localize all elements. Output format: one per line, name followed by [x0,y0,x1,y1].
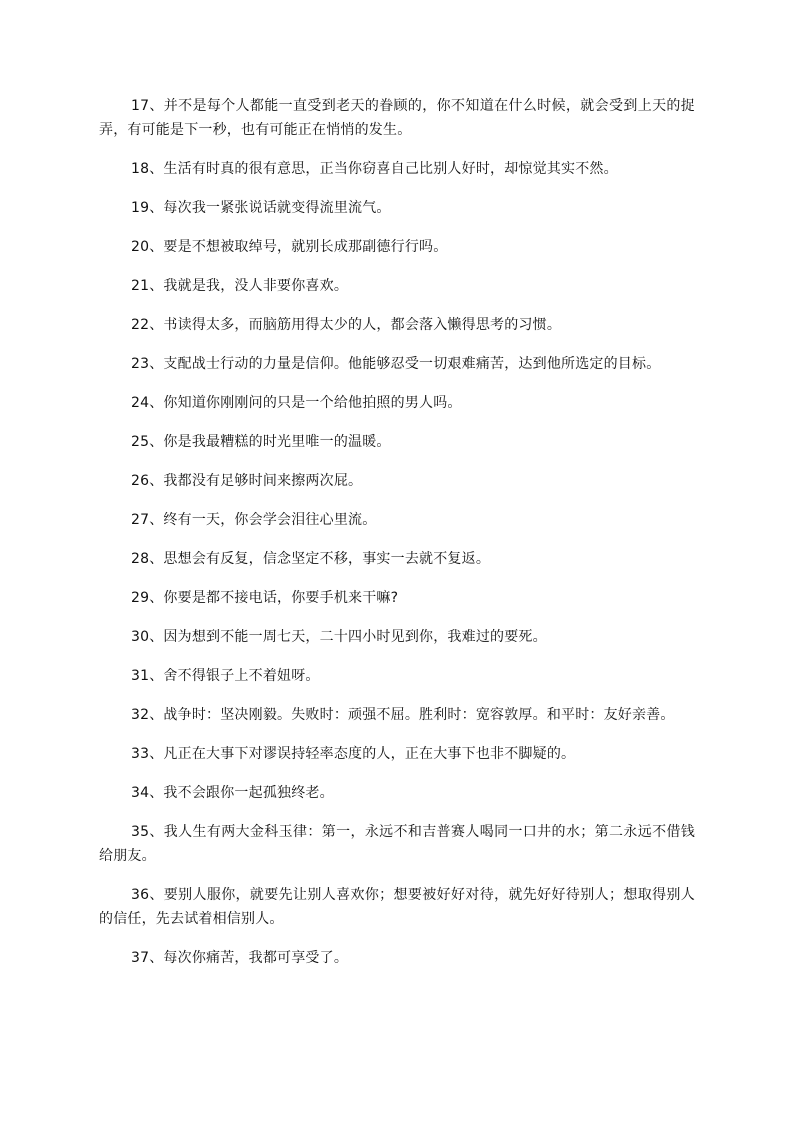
quote-paragraph-23: 23、支配战士行动的力量是信仰。他能够忍受一切艰难痛苦，达到他所选定的目标。 [131,356,661,372]
quote-paragraph-26: 26、我都没有足够时间来擦两次屁。 [131,473,363,489]
quote-paragraph-29: 29、你要是都不接电话，你要手机来干嘛? [131,590,399,606]
quote-paragraph-37: 37、每次你痛苦，我都可享受了。 [131,950,349,966]
quote-paragraph-33: 33、凡正在大事下对谬误持轻率态度的人，正在大事下也非不脚疑的。 [131,746,576,762]
quote-paragraph-30: 30、因为想到不能一周七天，二十四小时见到你，我难过的要死。 [131,629,547,645]
quote-paragraph-27: 27、终有一天，你会学会泪往心里流。 [131,512,377,528]
quote-paragraph-36: 36、要别人服你，就要先让别人喜欢你；想要被好好对待，就先好好待别人；想取得别人的信任，先去试着相信别人。 [99,887,695,927]
quote-paragraph-17: 17、并不是每个人都能一直受到老天的眷顾的，你不知道在什么时候，就会受到上天的捉弄，有可能是下一秒，也有可能正在悄悄的发生。 [99,98,695,138]
quote-paragraph-21: 21、我就是我，没人非要你喜欢。 [131,278,349,294]
quote-paragraph-20: 20、要是不想被取绰号，就别长成那副德行行吗。 [131,239,448,255]
quote-paragraph-35: 35、我人生有两大金科玉律：第一，永远不和吉普赛人喝同一口井的水；第二永远不借钱给朋友。 [99,824,695,864]
quote-paragraph-31: 31、舍不得银子上不着妞呀。 [131,668,320,684]
quote-paragraph-25: 25、你是我最糟糕的时光里唯一的温暖。 [131,434,391,450]
quote-paragraph-22: 22、书读得太多，而脑筋用得太少的人，都会落入懒得思考的习惯。 [131,317,562,333]
document-body [99,94,695,985]
quote-paragraph-19: 19、每次我一紧张说话就变得流里流气。 [131,200,391,216]
quote-paragraph-24: 24、你知道你刚刚问的只是一个给他拍照的男人吗。 [131,395,462,411]
quote-paragraph-32: 32、战争时：坚决刚毅。失败时：顽强不屈。胜利时：宽容敦厚。和平时：友好亲善。 [131,707,675,723]
quote-paragraph-18: 18、生活有时真的很有意思，正当你窃喜自己比别人好时，却惊觉其实不然。 [131,161,618,177]
quote-paragraph-34: 34、我不会跟你一起孤独终老。 [131,785,334,801]
quote-paragraph-28: 28、思想会有反复，信念坚定不移，事实一去就不复返。 [131,551,491,567]
